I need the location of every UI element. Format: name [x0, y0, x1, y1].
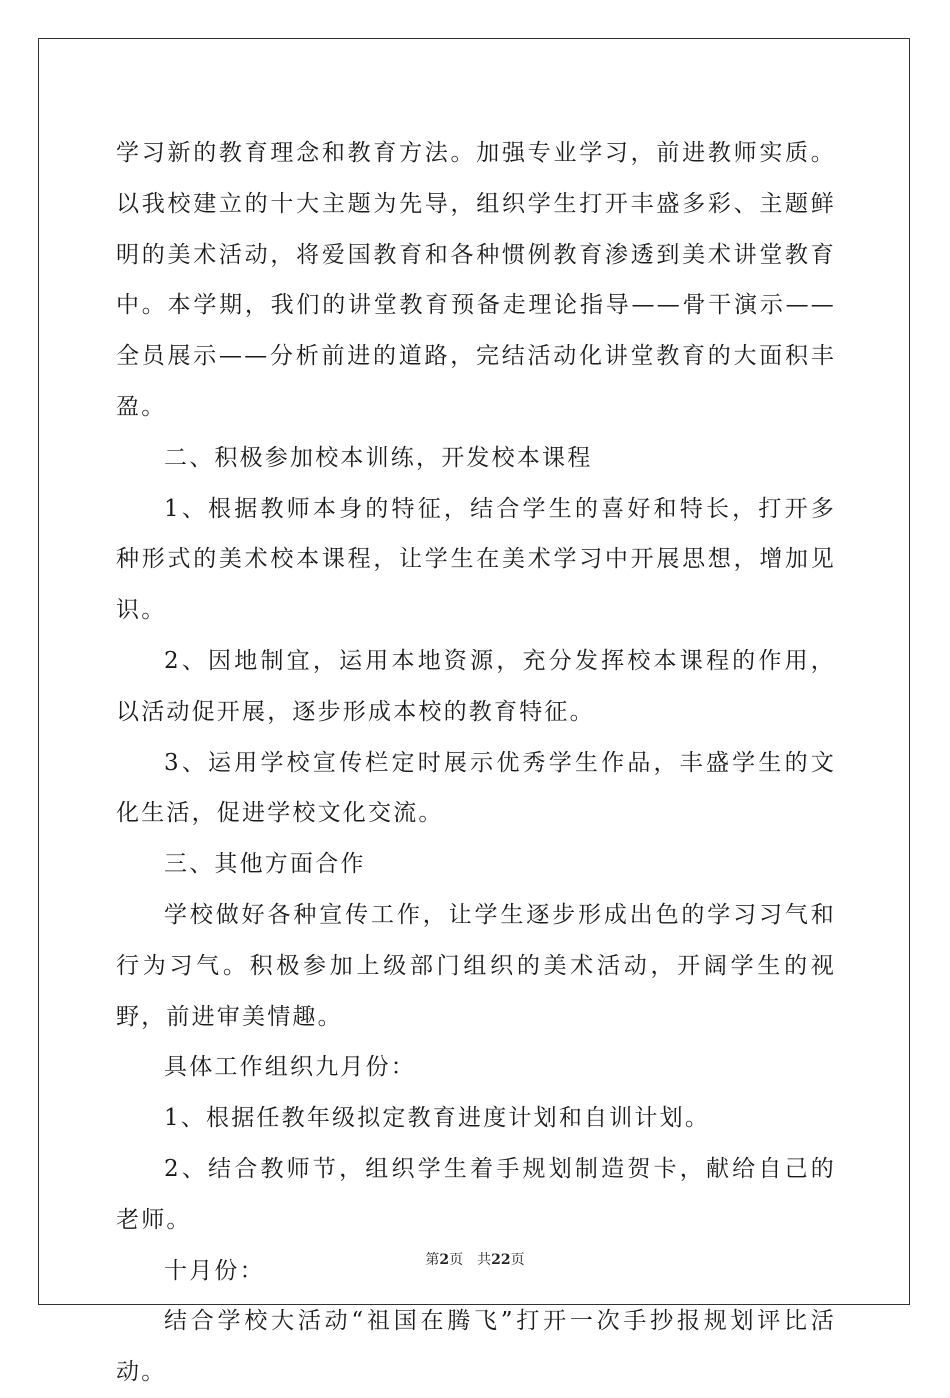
paragraph-8: 具体工作组织九月份：	[164, 1054, 416, 1081]
paragraph-10: 2、结合教师节，组织学生着手规划制造贺卡，献给自己的老师。	[116, 1155, 836, 1233]
paragraph-1: 学习新的教育理念和教育方法。加强专业学习，前进教师实质。以我校建立的十大主题为先导，组织学生打开丰盛多彩、主题鲜明的美术活动，将爱国教育和各种惯例教育渗透到美术讲堂教育中。本学期，我们的讲堂教育预备走理论指导——骨干演示——全员展示——分析前进的道路，完结活动化讲堂教育的大面积丰盈。	[116, 140, 836, 420]
page-total: 22	[491, 1252, 511, 1268]
section-heading-3: 三、其他方面合作	[164, 851, 366, 878]
total-prefix: 共	[477, 1252, 492, 1268]
page-unit: 页	[449, 1252, 464, 1268]
paragraph-11: 十月份：	[164, 1257, 265, 1284]
page-prefix: 第	[425, 1252, 440, 1268]
paragraph-4: 2、因地制宜，运用本地资源，充分发挥校本课程的作用，以活动促开展，逐步形成本校的教育特征。	[116, 647, 836, 725]
paragraph-3: 1、根据教师本身的特征，结合学生的喜好和特长，打开多种形式的美术校本课程，让学生在美术学习中开展思想，增加见识。	[116, 495, 836, 624]
section-heading-2: 二、积极参加校本训练，开发校本课程	[164, 444, 593, 471]
total-unit: 页	[510, 1252, 525, 1268]
paragraph-7: 学校做好各种宣传工作，让学生逐步形成出色的学习习气和行为习气。积极参加上级部门组织的美术活动，开阔学生的视野，前进审美情趣。	[116, 901, 836, 1030]
page-footer	[0, 1249, 950, 1269]
paragraph-12: 结合学校大活动“祖国在腾飞”打开一次手抄报规划评比活动。	[116, 1308, 836, 1386]
document-body	[116, 128, 836, 1398]
paragraph-5: 3、运用学校宣传栏定时展示优秀学生作品，丰盛学生的文化生活，促进学校文化交流。	[116, 749, 836, 827]
paragraph-9: 1、根据任教年级拟定教育进度计划和自训计划。	[164, 1105, 711, 1132]
page-current: 2	[439, 1252, 450, 1268]
